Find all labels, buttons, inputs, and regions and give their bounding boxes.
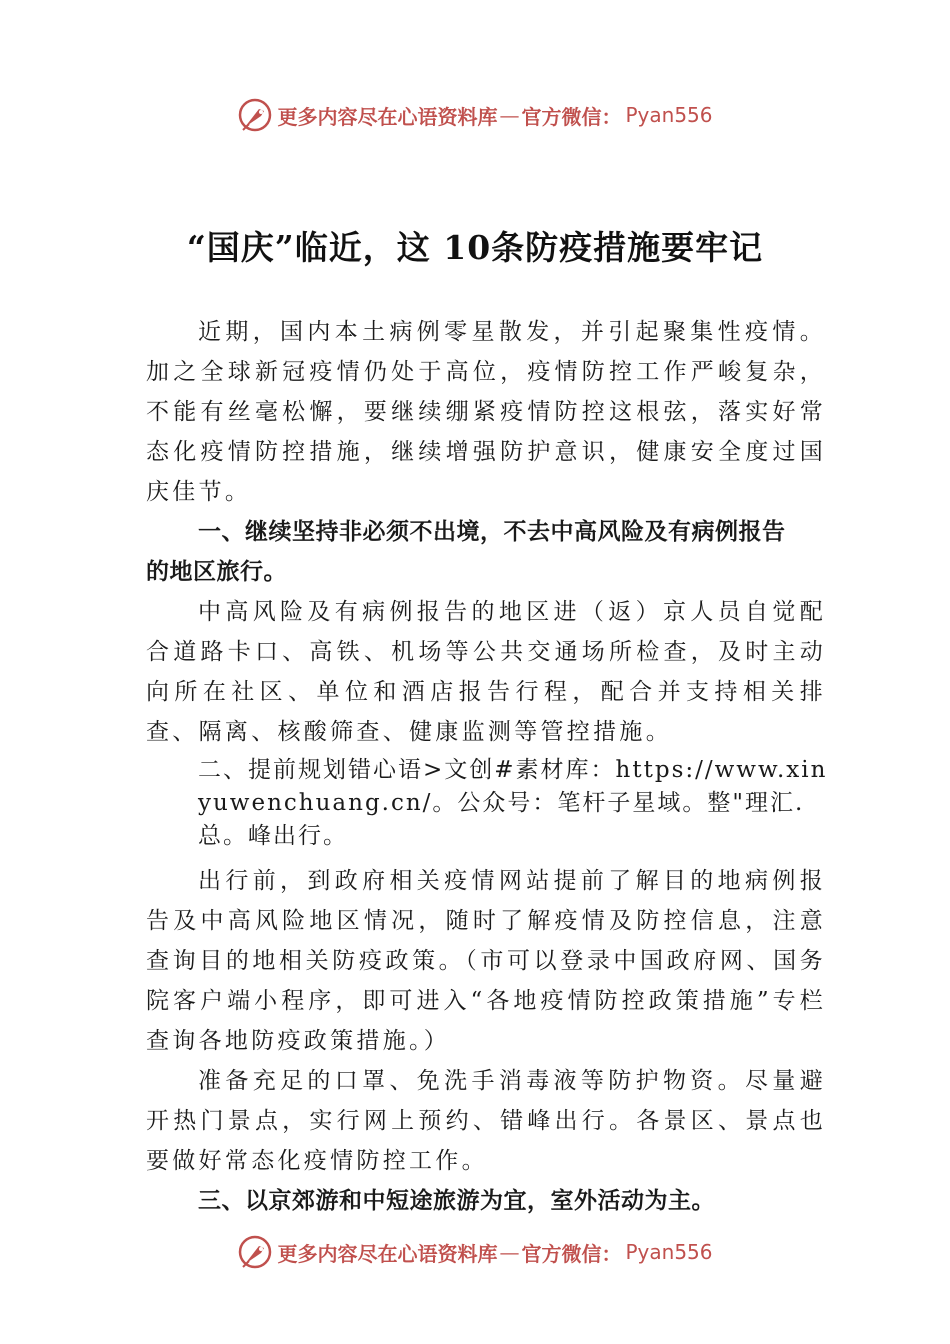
paragraph-section-2-b: 准备充足的口罩、免洗手消毒液等防护物资。尽量避开热门景点，实行网上预约、错峰出行。各景区、景点也要做好常态化疫情防控工作。 <box>146 1068 826 1174</box>
header-banner <box>0 95 950 135</box>
pen-nib-logo-icon <box>237 1234 273 1270</box>
footer-banner <box>0 1232 950 1272</box>
paragraph-section-2-heading: 二、提前规划错心语>文创#素材库：https://www.xinyuwenchuang.cn/。公众号：笔杆子星域。整"理汇.总。峰出行。 <box>198 757 828 849</box>
pen-nib-logo-icon <box>237 97 273 133</box>
heading-section-1: 一、继续坚持非必须不出境，不去中高风险及有病例报告的地区旅行。 <box>146 519 786 585</box>
document-body <box>146 312 826 1221</box>
paragraph-section-2-a: 出行前，到政府相关疫情网站提前了解目的地病例报告及中高风险地区情况，随时了解疫情及防控信息，注意查询目的地相关防疫政策。（市可以登录中国政府网、国务院客户端小程序，即可进入“各地疫情防控政策措施”专栏查询各地防疫政策措施。） <box>146 868 826 1054</box>
banner-text: 更多内容尽在心语资料库 <box>277 1241 498 1266</box>
paragraph-section-1: 中高风险及有病例报告的地区进（返）京人员自觉配合道路卡口、高铁、机场等公共交通场所检查，及时主动向所在社区、单位和酒店报告行程，配合并支持相关排查、隔离、核酸筛查、健康监测等管控措施。 <box>146 599 826 745</box>
banner-dash: — <box>499 1240 520 1264</box>
banner-wechat-id: Pyan556 <box>625 1240 713 1264</box>
banner-text: 更多内容尽在心语资料库 <box>277 104 498 129</box>
banner-wechat-id: Pyan556 <box>625 103 713 127</box>
banner-wechat-label: 官方微信： <box>521 104 622 129</box>
document-title: “国庆”临近，这 10条防疫措施要牢记 <box>186 228 764 267</box>
heading-section-3: 三、以京郊游和中短途旅游为宜，室外活动为主。 <box>198 1188 715 1214</box>
banner-dash: — <box>499 103 520 127</box>
banner-wechat-label: 官方微信： <box>521 1241 622 1266</box>
paragraph-intro: 近期，国内本土病例零星散发，并引起聚集性疫情。加之全球新冠疫情仍处于高位，疫情防控工作严峻复杂，不能有丝毫松懈，要继续绷紧疫情防控这根弦，落实好常态化疫情防控措施，继续增强防护意识，健康安全度过国庆佳节。 <box>146 319 826 505</box>
